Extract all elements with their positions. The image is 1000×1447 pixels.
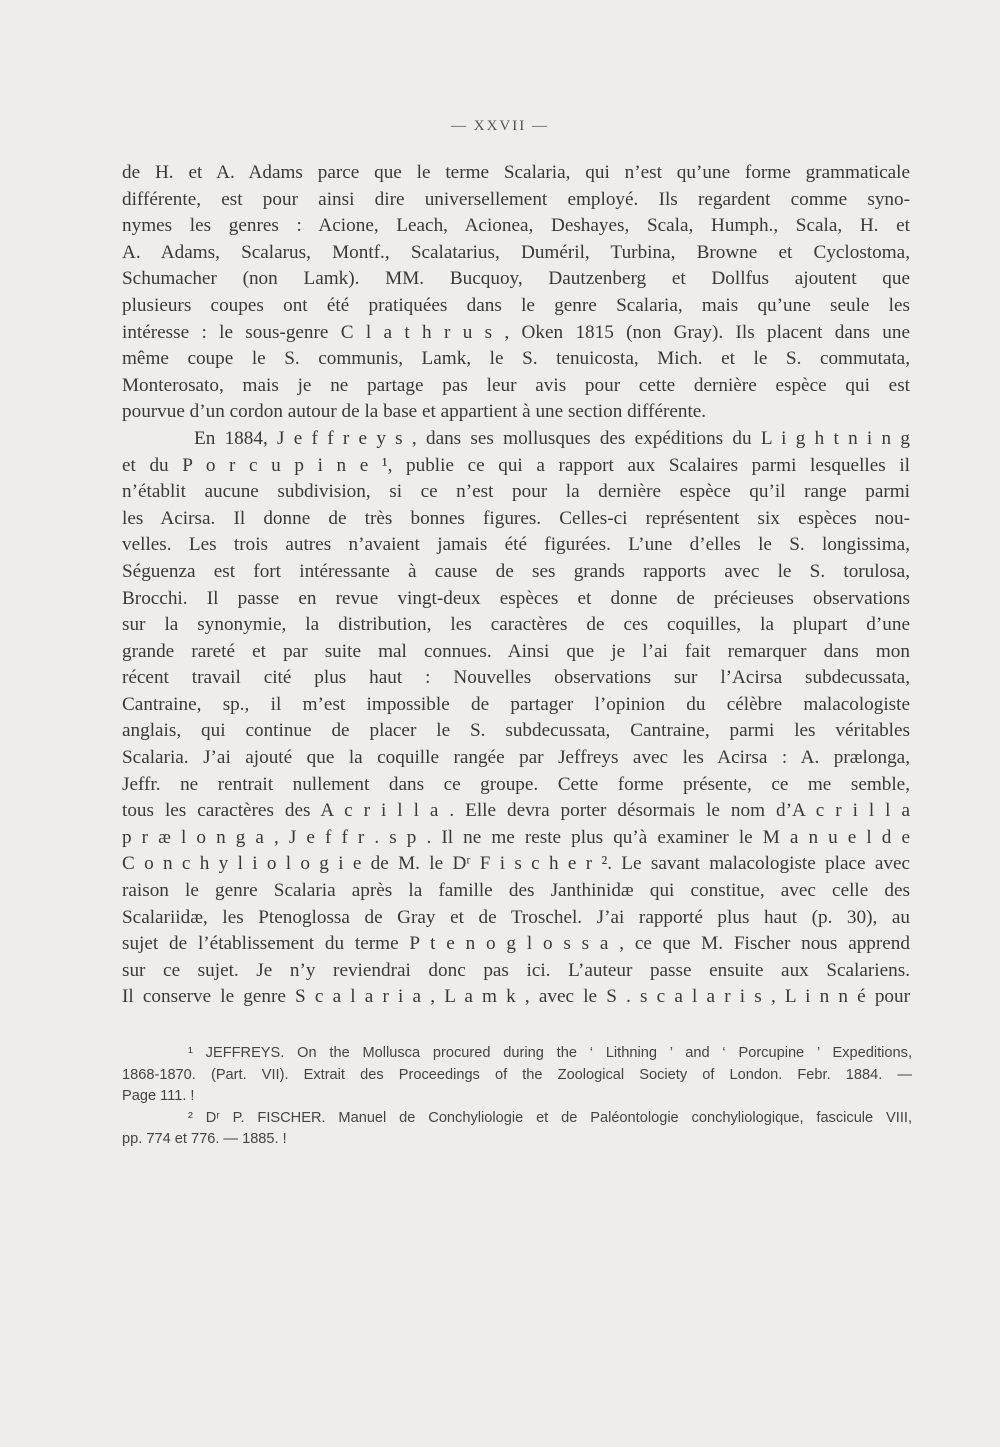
footnotes xyxy=(122,1043,912,1151)
body-line: sujet de l’établissement du terme P t e n o g l o s s a , ce que M. Fischer nous apprend xyxy=(122,933,910,955)
body-line: différente, est pour ainsi dire universellement employé. Ils regardent comme syno- xyxy=(122,188,910,210)
body-line: En 1884, J e f f r e y s , dans ses mollusques des expéditions du L i g h t n i n g xyxy=(194,427,910,449)
body-line: intéresse : le sous-genre C l a t h r u s , Oken 1815 (non Gray). Ils placent dans une xyxy=(122,321,910,343)
body-line: Scalaria. J’ai ajouté que la coquille rangée par Jeffreys avec les Acirsa : A. prælonga, xyxy=(122,747,910,769)
body-line: raison le genre Scalaria après la famille des Janthinidæ qui constitue, avec celle des xyxy=(122,880,910,902)
body-line: n’établit aucune subdivision, si ce n’est pour la dernière espèce qu’il range parmi xyxy=(122,481,910,503)
body-line: Monterosato, mais je ne partage pas leur avis pour cette dernière espèce qui est xyxy=(122,374,910,396)
body-line: C o n c h y l i o l o g i e de M. le Dʳ F i s c h e r ². Le savant malacologiste place avec xyxy=(122,853,910,875)
body-line: même coupe le S. communis, Lamk, le S. tenuicosta, Mich. et le S. commutata, xyxy=(122,348,910,370)
body-line: sur la synonymie, la distribution, les caractères de ces coquilles, la plupart d’une xyxy=(122,614,910,636)
body-line: anglais, qui continue de placer le S. subdecussata, Cantraine, parmi les véritables xyxy=(122,720,910,742)
body-line: grande rareté et par suite mal connues. Ainsi que je l’ai fait remarquer dans mon xyxy=(122,640,910,662)
footnote-line: Page 111. ! xyxy=(122,1088,195,1104)
footnote-line: ¹ JEFFREYS. On the Mollusca procured during the ‘ Lithning ’ and ‘ Porcupine ’ Expeditions, xyxy=(188,1045,912,1061)
footnote-line: ² Dʳ P. FISCHER. Manuel de Conchyliologie et de Paléontologie conchyliologique, fascicule VIII, xyxy=(188,1109,912,1126)
body-line: sur ce sujet. Je n’y reviendrai donc pas ici. L’auteur passe ensuite aux Scalariens. xyxy=(122,959,910,981)
body-line: Scalariidæ, les Ptenoglossa de Gray et de Troschel. J’ai rapporté plus haut (p. 30), au xyxy=(122,906,910,928)
page-number: — XXVII — xyxy=(451,118,549,134)
footnote-line: pp. 774 et 776. — 1885. ! xyxy=(122,1131,287,1147)
body-line: et du P o r c u p i n e ¹, publie ce qui a rapport aux Scalaires parmi lesquelles il xyxy=(122,454,910,476)
body-line: Il conserve le genre S c a l a r i a , L a m k , avec le S . s c a l a r i s , L i n n é pour xyxy=(122,986,910,1008)
footnote-line: 1868-1870. (Part. VII). Extrait des Proceedings of the Zoological Society of London. Febr. 1884. — xyxy=(122,1066,912,1083)
body-line: Séguenza est fort intéressante à cause de ses grands rapports avec le S. torulosa, xyxy=(122,560,910,582)
body-line: velles. Les trois autres n’avaient jamais été figurées. L’une d’elles le S. longissima, xyxy=(122,534,910,556)
body-line: nymes les genres : Acione, Leach, Acionea, Deshayes, Scala, Humph., Scala, H. et xyxy=(122,215,910,237)
body-text xyxy=(122,160,910,1011)
body-line: Schumacher (non Lamk). MM. Bucquoy, Dautzenberg et Dollfus ajoutent que xyxy=(122,268,910,290)
body-line: plusieurs coupes ont été pratiquées dans le genre Scalaria, mais qu’une seule les xyxy=(122,294,910,316)
body-line: de H. et A. Adams parce que le terme Scalaria, qui n’est qu’une forme grammaticale xyxy=(122,162,910,183)
body-line: pourvue d’un cordon autour de la base et appartient à une section différente. xyxy=(122,401,707,423)
body-line: tous les caractères des A c r i l l a . Elle devra porter désormais le nom d’A c r i l l a xyxy=(122,800,910,822)
body-line: les Acirsa. Il donne de très bonnes figures. Celles-ci représentent six espèces nou- xyxy=(122,507,910,529)
body-line: A. Adams, Scalarus, Montf., Scalatarius, Duméril, Turbina, Browne et Cyclostoma, xyxy=(122,241,910,263)
body-line: Brocchi. Il passe en revue vingt-deux espèces et donne de précieuses observations xyxy=(122,587,910,609)
body-line: récent travail cité plus haut : Nouvelles observations sur l’Acirsa subdecussata, xyxy=(122,667,910,689)
body-line: Jeffr. ne rentrait nullement dans ce groupe. Cette forme présente, ce me semble, xyxy=(122,773,910,795)
body-line: Cantraine, sp., il m’est impossible de partager l’opinion du célèbre malacologiste xyxy=(122,693,910,715)
body-line: p r æ l o n g a , J e f f r . s p . Il ne me reste plus qu’à examiner le M a n u e l d e xyxy=(122,826,910,848)
